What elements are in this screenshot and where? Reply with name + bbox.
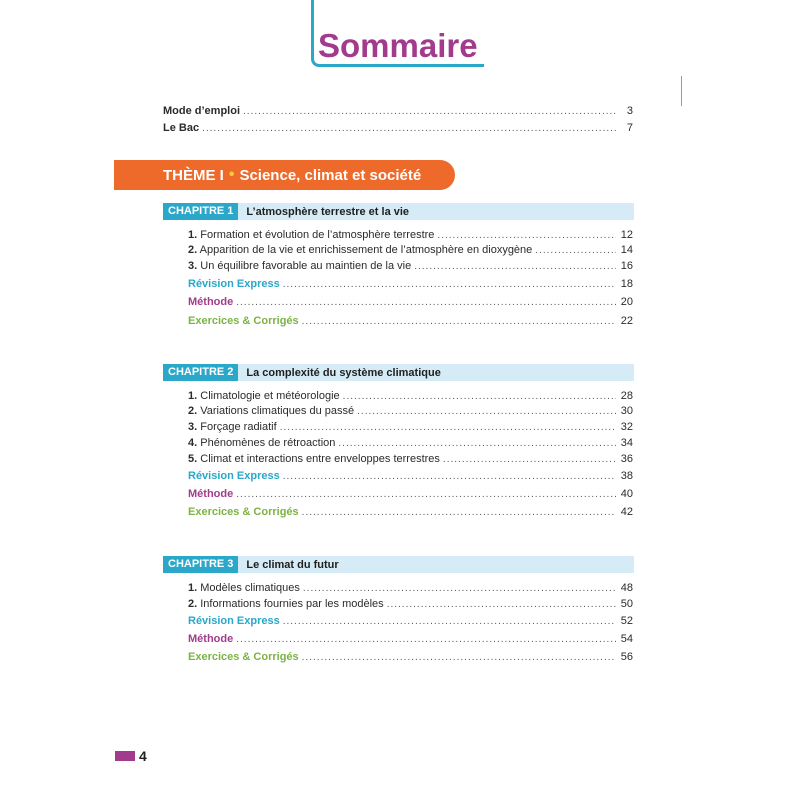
- toc-entry[interactable]: [188, 228, 633, 243]
- toc-entry[interactable]: [188, 436, 633, 451]
- toc-entry-label: 4. Phénomènes de rétroaction: [188, 437, 336, 449]
- toc-entry-exercices[interactable]: [188, 314, 633, 329]
- toc-entry-le-bac[interactable]: [163, 121, 633, 136]
- toc-entry-label: 1. Formation et évolution de l’atmosphère terrestre: [188, 229, 435, 241]
- toc-entry[interactable]: [188, 404, 633, 419]
- toc-entry-label: 3. Un équilibre favorable au maintien de la vie: [188, 260, 412, 272]
- toc-entry-page: 36: [620, 453, 633, 465]
- toc-entry-label: Exercices & Corrigés: [188, 506, 299, 518]
- dot-leader: [387, 598, 616, 612]
- dot-leader: [302, 651, 616, 665]
- toc-entry-page: 38: [620, 470, 633, 482]
- dot-leader: [443, 453, 616, 467]
- toc-entry-label: 1. Modèles climatiques: [188, 582, 300, 594]
- toc-entry-page: 20: [620, 296, 633, 308]
- dot-leader: [236, 488, 616, 502]
- chapter-title: L’atmosphère terrestre et la vie: [246, 205, 410, 218]
- dot-leader: [414, 260, 616, 274]
- toc-entry-page: 42: [620, 506, 633, 518]
- toc-entry-exercices[interactable]: [188, 505, 633, 520]
- toc-entry-revision[interactable]: [188, 277, 633, 292]
- dot-leader: [202, 122, 616, 136]
- toc-entry[interactable]: [188, 243, 633, 258]
- chapter-tag: CHAPITRE 3: [163, 556, 238, 573]
- chapter-tag: CHAPITRE 1: [163, 203, 238, 220]
- chapter-header-1[interactable]: [163, 203, 634, 220]
- toc-entry-label: Révision Express: [188, 615, 280, 627]
- toc-entry-label: Révision Express: [188, 470, 280, 482]
- dot-leader: [357, 405, 616, 419]
- toc-entry-label: Exercices & Corrigés: [188, 651, 299, 663]
- page-title: Sommaire: [318, 27, 478, 64]
- toc-entry-label: 2. Apparition de la vie et enrichissement de l’atmosphère en dioxygène: [188, 244, 533, 256]
- toc-entry-label: 3. Forçage radiatif: [188, 421, 277, 433]
- toc-entry-label: Mode d’emploi: [163, 105, 240, 117]
- toc-entry-page: 30: [620, 405, 633, 417]
- theme-banner: [114, 160, 455, 190]
- toc-entry-page: 28: [620, 390, 633, 402]
- chapter-title: Le climat du futur: [246, 558, 339, 571]
- toc-entry-page: 48: [620, 582, 633, 594]
- toc-entry-page: 22: [620, 315, 633, 327]
- toc-entry-label: Méthode: [188, 296, 234, 308]
- page-number: 4: [139, 748, 147, 764]
- theme-label: THÈME I: [163, 166, 224, 184]
- toc-entry-label: Méthode: [188, 488, 234, 500]
- toc-entry-label: 2. Informations fournies par les modèles: [188, 598, 384, 610]
- dot-leader: [283, 470, 616, 484]
- toc-entry[interactable]: [188, 597, 633, 612]
- toc-entry[interactable]: [188, 420, 633, 435]
- toc-entry-page: 3: [626, 105, 633, 117]
- toc-entry-page: 32: [620, 421, 633, 433]
- toc-entry-page: 54: [620, 633, 633, 645]
- toc-entry-label: Le Bac: [163, 122, 200, 134]
- toc-entry-exercices[interactable]: [188, 650, 633, 665]
- theme-bullet: •: [228, 166, 235, 183]
- page-number-mark: [115, 751, 135, 761]
- margin-mark: [681, 76, 682, 106]
- toc-entry-label: Méthode: [188, 633, 234, 645]
- toc-entry-page: 50: [620, 598, 633, 610]
- toc-entry[interactable]: [188, 389, 633, 404]
- dot-leader: [338, 437, 616, 451]
- dot-leader: [283, 615, 616, 629]
- dot-leader: [236, 633, 616, 647]
- dot-leader: [302, 506, 616, 520]
- dot-leader: [236, 296, 616, 310]
- toc-entry-methode[interactable]: [188, 632, 633, 647]
- toc-entry-label: 2. Variations climatiques du passé: [188, 405, 355, 417]
- dot-leader: [283, 278, 616, 292]
- toc-entry-mode-emploi[interactable]: [163, 104, 633, 119]
- dot-leader: [343, 390, 616, 404]
- toc-entry-label: Exercices & Corrigés: [188, 315, 299, 327]
- dot-leader: [303, 582, 616, 596]
- dot-leader: [280, 421, 616, 435]
- toc-entry-methode[interactable]: [188, 487, 633, 502]
- toc-entry-page: 16: [620, 260, 633, 272]
- toc-entry-page: 7: [626, 122, 633, 134]
- toc-entry[interactable]: [188, 259, 633, 274]
- chapter-tag: CHAPITRE 2: [163, 364, 238, 381]
- toc-entry-label: 5. Climat et interactions entre enveloppes terrestres: [188, 453, 440, 465]
- toc-entry-methode[interactable]: [188, 295, 633, 310]
- chapter-header-3[interactable]: [163, 556, 634, 573]
- dot-leader: [302, 315, 616, 329]
- toc-entry-page: 52: [620, 615, 633, 627]
- theme-title: Science, climat et société: [239, 166, 422, 184]
- toc-entry-page: 14: [620, 244, 633, 256]
- toc-entry-revision[interactable]: [188, 469, 633, 484]
- chapter-header-2[interactable]: [163, 364, 634, 381]
- toc-entry-label: 1. Climatologie et météorologie: [188, 390, 340, 402]
- toc-entry-page: 12: [620, 229, 633, 241]
- toc-entry-page: 18: [620, 278, 633, 290]
- dot-leader: [535, 244, 616, 258]
- dot-leader: [437, 229, 616, 243]
- toc-entry[interactable]: [188, 452, 633, 467]
- toc-entry-page: 40: [620, 488, 633, 500]
- toc-entry[interactable]: [188, 581, 633, 596]
- chapter-title: La complexité du système climatique: [246, 366, 441, 379]
- toc-entry-page: 34: [620, 437, 633, 449]
- toc-entry-page: 56: [620, 651, 633, 663]
- dot-leader: [243, 105, 616, 119]
- toc-entry-revision[interactable]: [188, 614, 633, 629]
- toc-entry-label: Révision Express: [188, 278, 280, 290]
